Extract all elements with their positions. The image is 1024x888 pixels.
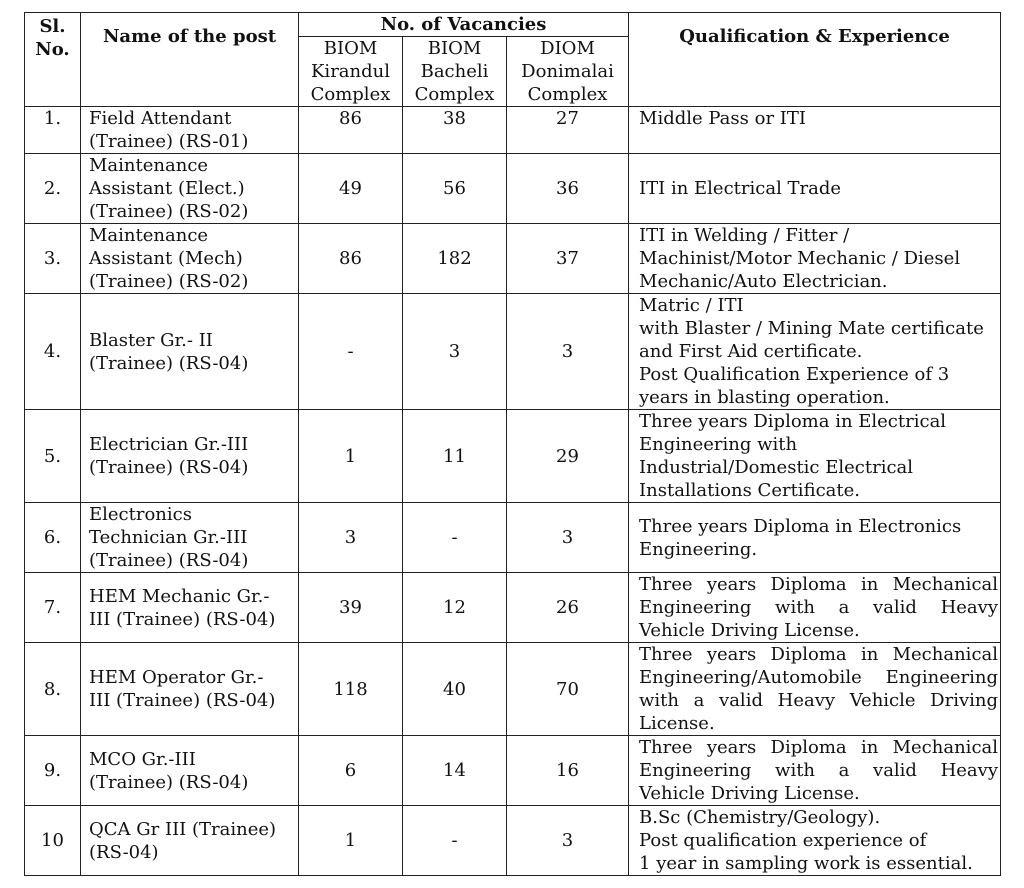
header-bacheli-l3: Complex xyxy=(414,84,495,105)
vacancy-kirandul-cell: 49 xyxy=(299,154,403,224)
post-name-line: (RS-04) xyxy=(89,841,159,863)
sl-no-cell: 1. xyxy=(25,107,81,154)
header-sl-line2: No. xyxy=(35,39,70,60)
qualification-line: Three years Diploma in Mechanical xyxy=(639,644,999,665)
vacancy-bacheli-cell: - xyxy=(403,503,507,573)
post-name-line: (Trainee) (RS-02) xyxy=(89,201,249,222)
post-name-cell xyxy=(81,224,299,294)
qualification-line: Three years Diploma in Electrical xyxy=(639,411,947,432)
vacancy-donimalai-cell: 3 xyxy=(507,294,629,410)
vacancy-donimalai-cell: 16 xyxy=(507,736,629,806)
qualification-line: License. xyxy=(639,713,715,734)
post-name-line: Assistant (Mech) xyxy=(89,248,243,269)
qualification-cell xyxy=(629,573,1001,643)
vacancy-bacheli-cell: 3 xyxy=(403,294,507,410)
header-bacheli xyxy=(403,37,507,107)
table-row xyxy=(25,224,1001,294)
sl-no-cell: 5. xyxy=(25,410,81,503)
vacancy-bacheli-cell: 56 xyxy=(403,154,507,224)
header-donimalai xyxy=(507,37,629,107)
header-donimalai-l1: DIOM xyxy=(540,38,595,59)
qualification-line: ITI in Electrical Trade xyxy=(639,178,842,199)
sl-no-cell: 10 xyxy=(25,806,81,876)
post-name-line: MCO Gr.-III xyxy=(89,748,196,770)
post-name-line: (Trainee) (RS-04) xyxy=(89,550,249,571)
sl-no-cell: 3. xyxy=(25,224,81,294)
post-name-cell xyxy=(81,410,299,503)
post-name-cell xyxy=(81,503,299,573)
sl-no-cell: 8. xyxy=(25,643,81,736)
qualification-line: Post Qualification Experience of 3 xyxy=(639,364,950,385)
vacancy-kirandul-cell: 86 xyxy=(299,224,403,294)
post-name-line: HEM Operator Gr.- xyxy=(89,667,264,688)
qualification-cell xyxy=(629,107,1001,154)
header-post: Name of the post xyxy=(81,13,299,107)
vacancy-kirandul-cell: 118 xyxy=(299,643,403,736)
vacancy-bacheli-cell: 11 xyxy=(403,410,507,503)
vacancy-bacheli-cell: 14 xyxy=(403,736,507,806)
qualification-line: Engineering with xyxy=(639,434,798,455)
vacancy-donimalai-cell: 29 xyxy=(507,410,629,503)
qualification-line: and First Aid certificate. xyxy=(639,341,863,362)
vacancy-donimalai-cell: 3 xyxy=(507,806,629,876)
post-name-line: (Trainee) (RS-02) xyxy=(89,271,249,292)
vacancy-donimalai-cell: 3 xyxy=(507,503,629,573)
qualification-line: B.Sc (Chemistry/Geology). xyxy=(639,807,881,828)
vacancy-donimalai-cell: 36 xyxy=(507,154,629,224)
qualification-line: Three years Diploma in Mechanical xyxy=(639,737,999,758)
qualification-line: with a valid Heavy Vehicle Driving xyxy=(639,690,999,711)
post-name-cell xyxy=(81,806,299,876)
table-row xyxy=(25,294,1001,410)
post-name-cell xyxy=(81,107,299,154)
post-name-line: (Trainee) (RS-01) xyxy=(89,131,249,152)
post-name-line: Technician Gr.-III xyxy=(89,527,248,548)
vacancy-bacheli-cell: - xyxy=(403,806,507,876)
qualification-line: Machinist/Motor Mechanic / Diesel xyxy=(639,248,961,269)
post-name-line: III (Trainee) (RS-04) xyxy=(89,690,276,711)
post-name-line: (Trainee) (RS-04) xyxy=(89,352,249,374)
vacancy-kirandul-cell: 86 xyxy=(299,107,403,154)
vacancy-kirandul-cell: 3 xyxy=(299,503,403,573)
post-name-line: Blaster Gr.- II xyxy=(89,329,213,351)
post-name-line: Maintenance xyxy=(89,225,209,246)
post-name-line: Electronics xyxy=(89,504,192,525)
qualification-cell xyxy=(629,643,1001,736)
sl-no-cell: 7. xyxy=(25,573,81,643)
header-vacancies: No. of Vacancies xyxy=(299,13,629,37)
qualification-cell xyxy=(629,410,1001,503)
header-donimalai-l3: Complex xyxy=(527,84,608,105)
vacancy-kirandul-cell: 39 xyxy=(299,573,403,643)
vacancy-bacheli-cell: 40 xyxy=(403,643,507,736)
post-name-line: HEM Mechanic Gr.- xyxy=(89,585,270,607)
qualification-line: Three years Diploma in Mechanical xyxy=(639,574,999,595)
vacancy-donimalai-cell: 26 xyxy=(507,573,629,643)
table-row xyxy=(25,643,1001,736)
post-name-line: (Trainee) (RS-04) xyxy=(89,457,249,478)
post-name-line: III (Trainee) (RS-04) xyxy=(89,608,276,630)
header-bacheli-l1: BIOM xyxy=(427,38,482,59)
qualification-line: Vehicle Driving License. xyxy=(639,620,860,641)
header-kirandul-l3: Complex xyxy=(310,84,391,105)
post-name-line: Maintenance xyxy=(89,155,209,176)
vacancy-kirandul-cell: 6 xyxy=(299,736,403,806)
header-sl-line1: Sl. xyxy=(39,16,66,37)
header-donimalai-l2: Donimalai xyxy=(521,61,614,82)
qualification-line: Engineering. xyxy=(639,538,758,560)
vacancy-donimalai-cell: 37 xyxy=(507,224,629,294)
vacancy-donimalai-cell: 27 xyxy=(507,107,629,154)
qualification-line: Industrial/Domestic Electrical xyxy=(639,457,914,478)
table-row xyxy=(25,154,1001,224)
qualification-cell xyxy=(629,154,1001,224)
qualification-line: 1 year in sampling work is essential. xyxy=(639,853,973,874)
header-kirandul xyxy=(299,37,403,107)
vacancy-bacheli-cell: 12 xyxy=(403,573,507,643)
qualification-line: Post qualification experience of xyxy=(639,830,927,851)
vacancy-bacheli-cell: 38 xyxy=(403,107,507,154)
qualification-line: Three years Diploma in Electronics xyxy=(639,515,962,537)
qualification-line: ITI in Welding / Fitter / xyxy=(639,225,850,246)
header-kirandul-l2: Kirandul xyxy=(310,61,390,82)
sl-no-cell: 6. xyxy=(25,503,81,573)
qualification-cell xyxy=(629,806,1001,876)
vacancy-bacheli-cell: 182 xyxy=(403,224,507,294)
qualification-line: Installations Certificate. xyxy=(639,480,860,501)
post-name-cell xyxy=(81,294,299,410)
qualification-line: Middle Pass or ITI xyxy=(639,108,806,129)
sl-no-cell: 2. xyxy=(25,154,81,224)
post-name-line: Field Attendant xyxy=(89,108,232,129)
qualification-line: with Blaster / Mining Mate certificate xyxy=(639,318,984,339)
table-row xyxy=(25,573,1001,643)
qualification-line: Vehicle Driving License. xyxy=(639,783,860,804)
table-body xyxy=(25,107,1001,876)
qualification-line: years in blasting operation. xyxy=(639,387,890,408)
header-sl-no xyxy=(25,13,81,107)
vacancy-donimalai-cell: 70 xyxy=(507,643,629,736)
qualification-line: Engineering with a valid Heavy xyxy=(639,760,999,781)
table-row xyxy=(25,503,1001,573)
post-name-line: QCA Gr III (Trainee) xyxy=(89,818,277,840)
qualification-cell xyxy=(629,503,1001,573)
post-name-line: Electrician Gr.-III xyxy=(89,434,249,455)
vacancy-kirandul-cell: - xyxy=(299,294,403,410)
qualification-cell xyxy=(629,736,1001,806)
qualification-cell xyxy=(629,224,1001,294)
qualification-line: Engineering/Automobile Engineering xyxy=(639,667,999,688)
post-name-cell xyxy=(81,643,299,736)
header-qualification: Qualification & Experience xyxy=(629,13,1001,107)
table-row xyxy=(25,107,1001,154)
post-name-cell xyxy=(81,154,299,224)
vacancy-table xyxy=(24,12,1001,876)
header-kirandul-l1: BIOM xyxy=(323,38,378,59)
qualification-line: Mechanic/Auto Electrician. xyxy=(639,271,888,292)
qualification-cell xyxy=(629,294,1001,410)
post-name-cell xyxy=(81,736,299,806)
post-name-line: (Trainee) (RS-04) xyxy=(89,771,249,793)
header-bacheli-l2: Bacheli xyxy=(420,61,489,82)
qualification-line: Matric / ITI xyxy=(639,295,744,316)
post-name-cell xyxy=(81,573,299,643)
sl-no-cell: 9. xyxy=(25,736,81,806)
table-row xyxy=(25,736,1001,806)
vacancy-kirandul-cell: 1 xyxy=(299,410,403,503)
qualification-line: Engineering with a valid Heavy xyxy=(639,597,999,618)
table-row xyxy=(25,806,1001,876)
vacancy-kirandul-cell: 1 xyxy=(299,806,403,876)
sl-no-cell: 4. xyxy=(25,294,81,410)
table-row xyxy=(25,410,1001,503)
post-name-line: Assistant (Elect.) xyxy=(89,178,245,199)
